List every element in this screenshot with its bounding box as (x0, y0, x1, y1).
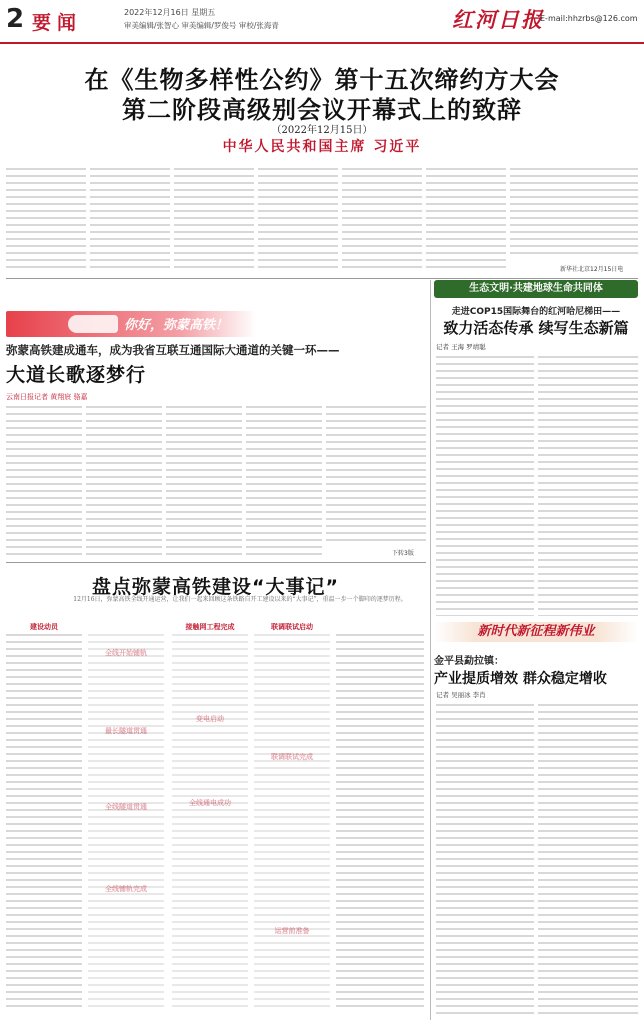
lead-byline: 中华人民共和国主席 习近平 (222, 139, 422, 155)
lead-signoff: 新华社北京12月15日电 (560, 266, 624, 273)
eco-column-label: 生态文明·共建地球生命共同体 (434, 280, 638, 298)
lead-text-col-1 (6, 166, 86, 272)
eco-text-col-2 (538, 354, 638, 616)
newspaper-logo: 红河日报 (452, 7, 544, 32)
page-number: 2 (6, 4, 25, 34)
history-grid (6, 622, 426, 1020)
rail-continued: 下转3版 (392, 550, 414, 557)
train-icon (68, 315, 118, 333)
lead-headline-line2: 第二阶段高级别会议开幕式上的致辞 (122, 96, 522, 124)
lead-text-col-4 (258, 166, 338, 272)
lead-text-col-6 (426, 166, 506, 272)
lead-text-col-2 (90, 166, 170, 272)
rail-headline: 大道长歌逐梦行 (6, 364, 147, 386)
editor-credits: 审美编辑/张智心 审美编辑/罗俊号 审校/张海青 (124, 21, 279, 30)
jinping-subtitle: 金平县勐拉镇： (434, 656, 504, 667)
section-divider (6, 278, 638, 279)
eco-headline: 致力活态传承 续写生态新篇 (443, 319, 629, 337)
rail-text-col-2 (86, 404, 162, 558)
masthead-rule (0, 42, 644, 44)
eco-subtitle: 走进COP15国际舞台的红河哈尼梯田—— (451, 307, 621, 317)
rail-banner (6, 311, 256, 337)
history-headline: 盘点弥蒙高铁建设“大事记” (92, 576, 339, 598)
history-col-5 (336, 632, 424, 1012)
history-col-1 (6, 632, 82, 1012)
history-col-2 (88, 632, 164, 1012)
rail-text-col-5 (326, 404, 426, 544)
jinping-headline: 产业提质增效 群众稳定增收 (434, 671, 607, 687)
rail-subtitle: 弥蒙高铁建成通车，成为我省互联互通国际大通道的关键一环—— (6, 343, 340, 357)
contact-email: E-mail:hhzrbs@126.com (540, 14, 638, 23)
jinping-text-col-2 (538, 702, 638, 1018)
history-col-4 (254, 632, 330, 1012)
issue-date: 2022年12月16日 星期五 (124, 8, 216, 17)
section-title: 要闻 (32, 12, 83, 34)
lead-headline-line1: 在《生物多样性公约》第十五次缔约方大会 (84, 66, 560, 94)
eco-byline: 记者 王海 罗靖聪 (436, 343, 486, 351)
rail-text-col-1 (6, 404, 82, 558)
history-label: 联调联试启动 (271, 623, 313, 631)
rail-banner-text: 你好，弥蒙高铁！ (124, 318, 229, 333)
history-label: 接触网工程完成 (185, 623, 235, 631)
history-label: 建设动员 (30, 623, 58, 631)
rail-text-col-3 (166, 404, 242, 558)
column-divider (430, 280, 431, 1020)
eco-text-col-1 (436, 354, 534, 616)
lead-text-col-3 (174, 166, 254, 272)
lead-dateline: （2022年12月15日） (271, 125, 373, 136)
era-banner: 新时代新征程新伟业 (434, 622, 638, 642)
jinping-text-col-1 (436, 702, 534, 1018)
rail-divider (6, 562, 426, 563)
lead-text-col-7 (510, 166, 638, 258)
history-intro: 12月16日，弥蒙高铁全线开通运营，让我们一起来回顾这条铁路自开工建设以来的“大事记”，重温一步一个脚印的逐梦历程。 (73, 596, 407, 603)
rail-byline: 云南日报记者 黄翔宸 骆嘉 (6, 393, 88, 401)
history-col-3 (172, 632, 248, 1012)
lead-text-col-5 (342, 166, 422, 272)
rail-text-col-4 (246, 404, 322, 558)
masthead (0, 0, 644, 44)
jinping-byline: 记者 吴丽冰 李肖 (436, 691, 486, 699)
